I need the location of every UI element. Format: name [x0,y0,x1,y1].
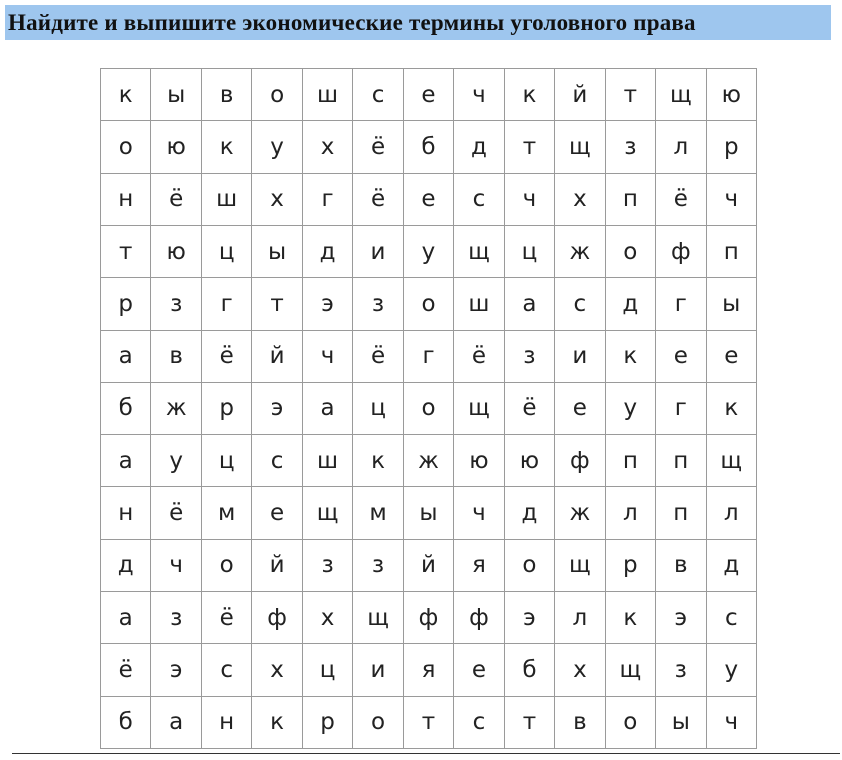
grid-cell[interactable]: э [303,278,353,330]
grid-cell[interactable]: ч [151,540,201,592]
grid-cell[interactable]: ю [151,121,201,173]
grid-cell[interactable]: д [707,540,757,592]
grid-cell[interactable]: ч [454,487,504,539]
grid-cell[interactable]: а [151,697,201,749]
grid-cell[interactable]: э [505,592,555,644]
grid-cell[interactable]: в [202,69,252,121]
grid-cell[interactable]: е [707,331,757,383]
grid-cell[interactable]: з [151,278,201,330]
grid-cell[interactable]: э [252,383,302,435]
grid-cell[interactable]: ё [101,644,151,696]
grid-cell[interactable]: г [404,331,454,383]
grid-cell[interactable]: щ [606,644,656,696]
grid-cell[interactable]: ё [151,174,201,226]
grid-cell[interactable]: й [252,331,302,383]
grid-cell[interactable]: ф [656,226,706,278]
grid-cell[interactable]: х [555,174,605,226]
grid-cell[interactable]: к [505,69,555,121]
grid-cell[interactable]: д [454,121,504,173]
grid-cell[interactable]: е [454,644,504,696]
grid-cell[interactable]: и [353,226,403,278]
grid-cell[interactable]: а [101,435,151,487]
grid-cell[interactable]: д [606,278,656,330]
grid-cell[interactable]: ф [454,592,504,644]
grid-cell[interactable]: у [252,121,302,173]
title-bar [5,5,831,40]
grid-cell[interactable]: в [555,697,605,749]
grid-cell[interactable]: н [101,174,151,226]
grid-cell[interactable]: ж [555,487,605,539]
grid-cell[interactable]: б [101,697,151,749]
grid-cell[interactable]: т [404,697,454,749]
grid-cell[interactable]: и [353,644,403,696]
grid-cell[interactable]: с [202,644,252,696]
grid-cell[interactable]: т [252,278,302,330]
grid-cell[interactable]: г [202,278,252,330]
grid-cell[interactable]: б [404,121,454,173]
grid-cell[interactable]: х [555,644,605,696]
grid-cell[interactable]: с [707,592,757,644]
grid-cell[interactable]: а [101,331,151,383]
grid-cell[interactable]: л [555,592,605,644]
grid-cell[interactable]: п [707,226,757,278]
grid-cell[interactable]: к [202,121,252,173]
grid-cell[interactable]: е [404,174,454,226]
grid-cell[interactable]: л [606,487,656,539]
grid-cell[interactable]: щ [555,121,605,173]
grid-cell[interactable]: й [404,540,454,592]
grid-cell[interactable]: щ [555,540,605,592]
grid-cell[interactable]: о [404,278,454,330]
grid-cell[interactable]: о [404,383,454,435]
grid-cell[interactable]: з [656,644,706,696]
grid-cell[interactable]: о [202,540,252,592]
grid-cell[interactable]: д [101,540,151,592]
grid-cell[interactable]: з [353,278,403,330]
grid-cell[interactable]: ш [303,69,353,121]
grid-cell[interactable]: в [151,331,201,383]
grid-cell[interactable]: к [252,697,302,749]
grid-cell[interactable]: ё [454,331,504,383]
grid-cell[interactable]: э [656,592,706,644]
grid-cell[interactable]: и [555,331,605,383]
grid-cell[interactable]: х [252,174,302,226]
grid-cell[interactable]: у [151,435,201,487]
word-search-grid [100,68,757,749]
grid-cell[interactable]: ц [202,435,252,487]
grid-cell[interactable]: а [303,383,353,435]
grid-cell[interactable]: ю [151,226,201,278]
grid-cell[interactable]: щ [303,487,353,539]
grid-cell[interactable]: ы [252,226,302,278]
grid-cell[interactable]: у [606,383,656,435]
grid-cell[interactable]: ы [404,487,454,539]
grid-cell[interactable]: ц [353,383,403,435]
grid-cell[interactable]: к [101,69,151,121]
grid-cell[interactable]: л [656,121,706,173]
grid-cell[interactable]: ы [656,697,706,749]
grid-cell[interactable]: я [404,644,454,696]
grid-cell[interactable]: ё [505,383,555,435]
grid-cell[interactable]: а [101,592,151,644]
grid-cell[interactable]: о [505,540,555,592]
grid-cell[interactable]: г [656,278,706,330]
grid-cell[interactable]: о [353,697,403,749]
grid-cell[interactable]: ш [303,435,353,487]
grid-cell[interactable]: г [303,174,353,226]
grid-cell[interactable]: ё [353,174,403,226]
grid-cell[interactable]: м [353,487,403,539]
grid-cell[interactable]: ч [707,174,757,226]
grid-cell[interactable]: ч [707,697,757,749]
grid-cell[interactable]: е [656,331,706,383]
grid-cell[interactable]: ч [505,174,555,226]
grid-cell[interactable]: в [656,540,706,592]
grid-cell[interactable]: ж [151,383,201,435]
grid-cell[interactable]: щ [656,69,706,121]
grid-cell[interactable]: й [555,69,605,121]
grid-cell[interactable]: щ [454,226,504,278]
grid-cell[interactable]: ч [303,331,353,383]
grid-cell[interactable]: ч [454,69,504,121]
grid-cell[interactable]: у [707,644,757,696]
grid-cell[interactable]: к [606,331,656,383]
grid-cell[interactable]: п [656,435,706,487]
grid-cell[interactable]: о [606,226,656,278]
grid-cell[interactable]: з [606,121,656,173]
grid-cell[interactable]: з [303,540,353,592]
grid-cell[interactable]: ф [555,435,605,487]
grid-cell[interactable]: ы [151,69,201,121]
grid-cell[interactable]: с [353,69,403,121]
grid-cell[interactable]: е [555,383,605,435]
grid-cell[interactable]: с [252,435,302,487]
grid-cell[interactable]: н [202,697,252,749]
grid-cell[interactable]: ж [555,226,605,278]
grid-cell[interactable]: ф [404,592,454,644]
grid-cell[interactable]: д [505,487,555,539]
grid-cell[interactable]: п [606,174,656,226]
grid-cell[interactable]: ё [353,331,403,383]
grid-cell[interactable]: ц [202,226,252,278]
grid-cell[interactable]: с [454,174,504,226]
grid-cell[interactable]: ж [404,435,454,487]
grid-cell[interactable]: о [101,121,151,173]
grid-cell[interactable]: ю [707,69,757,121]
grid-cell[interactable]: ё [202,331,252,383]
grid-cell[interactable]: г [656,383,706,435]
grid-cell[interactable]: р [101,278,151,330]
grid-cell[interactable]: щ [454,383,504,435]
grid-cell[interactable]: ц [303,644,353,696]
grid-cell[interactable]: т [606,69,656,121]
grid-cell[interactable]: т [505,697,555,749]
grid-cell[interactable]: п [606,435,656,487]
grid-cell[interactable]: й [252,540,302,592]
grid-cell[interactable]: б [101,383,151,435]
grid-cell[interactable]: р [606,540,656,592]
grid-cell[interactable]: щ [707,435,757,487]
grid-cell[interactable]: ф [252,592,302,644]
grid-cell[interactable]: ё [353,121,403,173]
grid-cell[interactable]: р [303,697,353,749]
grid-cell[interactable]: р [707,121,757,173]
grid-cell[interactable]: р [202,383,252,435]
grid-cell[interactable]: ю [454,435,504,487]
grid-cell[interactable]: о [252,69,302,121]
grid-cell[interactable]: к [606,592,656,644]
grid-cell[interactable]: з [353,540,403,592]
grid-cell[interactable]: ы [707,278,757,330]
grid-cell[interactable]: п [656,487,706,539]
grid-cell[interactable]: е [404,69,454,121]
grid-cell[interactable]: т [505,121,555,173]
grid-cell[interactable]: с [555,278,605,330]
grid-cell[interactable]: к [353,435,403,487]
grid-cell[interactable]: х [252,644,302,696]
page-title: Найдите и выпишите экономические термины уголовного права [8,9,696,35]
grid-cell[interactable]: я [454,540,504,592]
grid-cell[interactable]: о [606,697,656,749]
grid-cell[interactable]: д [303,226,353,278]
bottom-divider [12,753,840,754]
grid-cell[interactable]: э [151,644,201,696]
grid-cell[interactable]: х [303,592,353,644]
grid-cell[interactable]: с [454,697,504,749]
grid-cell[interactable]: ё [151,487,201,539]
grid-cell[interactable]: ю [505,435,555,487]
grid-cell[interactable]: к [707,383,757,435]
grid-cell[interactable]: ц [505,226,555,278]
grid-cell[interactable]: м [202,487,252,539]
grid-cell[interactable]: ш [202,174,252,226]
grid-cell[interactable]: е [252,487,302,539]
grid-cell[interactable]: з [151,592,201,644]
grid-cell[interactable]: ё [202,592,252,644]
grid-cell[interactable]: т [101,226,151,278]
grid-cell[interactable]: б [505,644,555,696]
grid-cell[interactable]: л [707,487,757,539]
grid-cell[interactable]: а [505,278,555,330]
grid-cell[interactable]: н [101,487,151,539]
grid-cell[interactable]: ё [656,174,706,226]
grid-cell[interactable]: х [303,121,353,173]
grid-cell[interactable]: з [505,331,555,383]
grid-cell[interactable]: ш [454,278,504,330]
grid-cell[interactable]: щ [353,592,403,644]
grid-cell[interactable]: у [404,226,454,278]
